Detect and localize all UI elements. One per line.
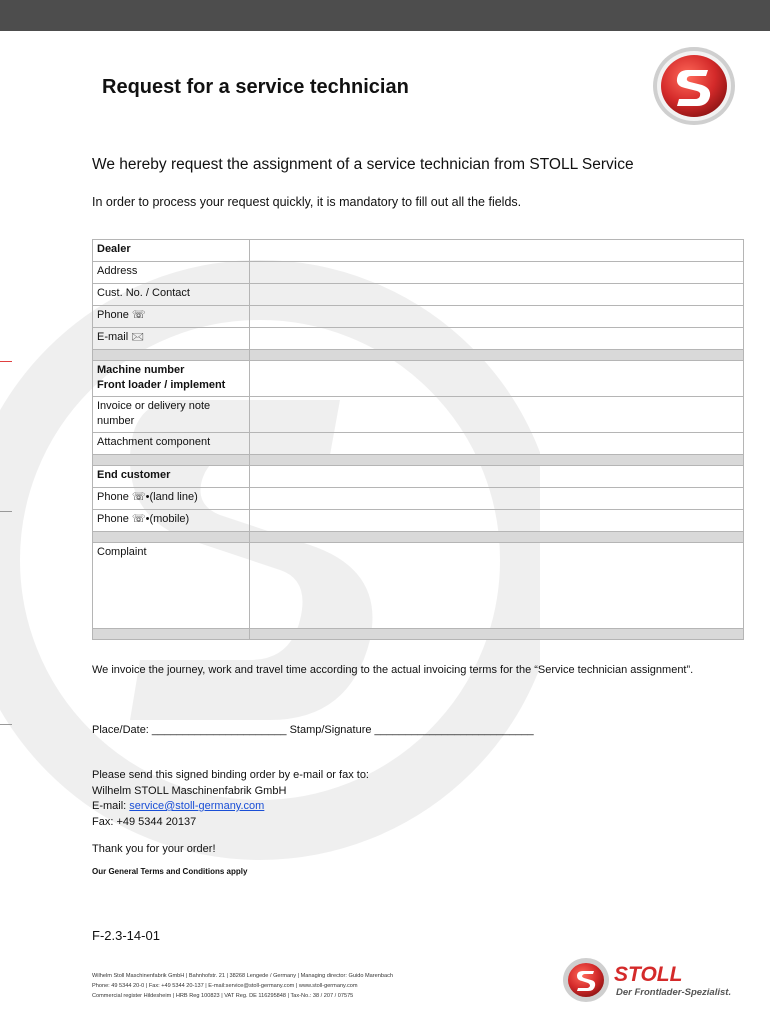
dealer-field[interactable]: [250, 240, 744, 262]
phone-label: Phone ☏: [93, 306, 250, 328]
address-label: Address: [93, 262, 250, 284]
address-field[interactable]: [250, 262, 744, 284]
email-field[interactable]: [250, 328, 744, 350]
machine-number-field[interactable]: [250, 361, 744, 397]
front-loader-text: Front loader / implement: [97, 379, 226, 391]
attachment-label: Attachment component: [93, 433, 250, 455]
thanks-text: Thank you for your order!: [92, 843, 216, 855]
terms-text: Our General Terms and Conditions apply: [92, 867, 248, 876]
logo-brand-text: STOLL: [614, 963, 683, 986]
send-instructions: [92, 768, 369, 830]
side-tick-mark: [0, 361, 12, 362]
end-customer-label: End customer: [93, 466, 250, 488]
cust-no-field[interactable]: [250, 284, 744, 306]
send-line-1: Please send this signed binding order by e-mail or fax to:: [92, 769, 369, 781]
invoice-note-label: Invoice or delivery note number: [93, 397, 250, 433]
invoice-note-field[interactable]: [250, 397, 744, 433]
side-tick-mark: [0, 511, 12, 512]
phone-field[interactable]: [250, 306, 744, 328]
attachment-field[interactable]: [250, 433, 744, 455]
page-title: Request for a service technician: [102, 76, 409, 98]
complaint-label: Complaint: [93, 543, 250, 629]
phone-mobile-field[interactable]: [250, 510, 744, 532]
email-link[interactable]: service@stoll-germany.com: [129, 800, 265, 812]
footer-line-2: Phone: 49 5344 20-0 | Fax: +49 5344 20-137 | E-mail:service@stoll-germany.com | www.stoll-germany.com: [92, 983, 358, 989]
footer-line-3: Commercial register Hildesheim | HRB Reg 100823 | VAT Reg. DE 116295848 | Tax-No.: 38 / 207 / 07575: [92, 993, 354, 999]
separator-row: [93, 455, 744, 466]
place-date-signature-line: Place/Date: ______________________ Stamp/Signature __________________________: [92, 724, 534, 736]
stoll-logo-icon: [652, 46, 736, 126]
company-name: Wilhelm STOLL Maschinenfabrik GmbH: [92, 784, 287, 797]
form-code: F-2.3-14-01: [92, 928, 160, 943]
phone-mobile-label: Phone ☏•(mobile): [93, 510, 250, 532]
separator-row: [93, 532, 744, 543]
request-form-table: [92, 239, 744, 640]
stoll-brand-logo: [562, 957, 738, 1003]
top-bar: [0, 0, 770, 31]
footer-line-1: Wilhelm Stoll Maschinenfabrik GmbH | Bahnhofstr. 21 | 38268 Lengede / Germany | Managing director: Guido Marenbach: [92, 973, 393, 979]
cust-no-label: Cust. No. / Contact: [93, 284, 250, 306]
subtitle: We hereby request the assignment of a service technician from STOLL Service: [92, 156, 634, 173]
intro-text: In order to process your request quickly, it is mandatory to fill out all the fields.: [92, 195, 522, 209]
complaint-field[interactable]: [250, 543, 744, 629]
side-tick-mark: [0, 724, 12, 725]
footer-company-info: [92, 971, 393, 1001]
phone-land-field[interactable]: [250, 488, 744, 510]
email-line: [92, 799, 369, 815]
invoice-terms-text: We invoice the journey, work and travel time according to the actual invoicing terms for the “Service technician assignment”.: [92, 664, 694, 676]
end-customer-field[interactable]: [250, 466, 744, 488]
separator-row: [93, 350, 744, 361]
phone-land-label: Phone ☏•(land line): [93, 488, 250, 510]
dealer-label: Dealer: [93, 240, 250, 262]
logo-tagline-text: Der Frontlader-Spezialist.: [616, 987, 732, 998]
email-label: E-mail 🖂: [93, 328, 250, 350]
machine-number-label: [93, 361, 250, 397]
machine-number-text: Machine number: [97, 364, 185, 376]
fax-line: Fax: +49 5344 20137: [92, 815, 197, 828]
separator-row: [93, 629, 744, 640]
email-label-text: E-mail:: [92, 800, 130, 812]
